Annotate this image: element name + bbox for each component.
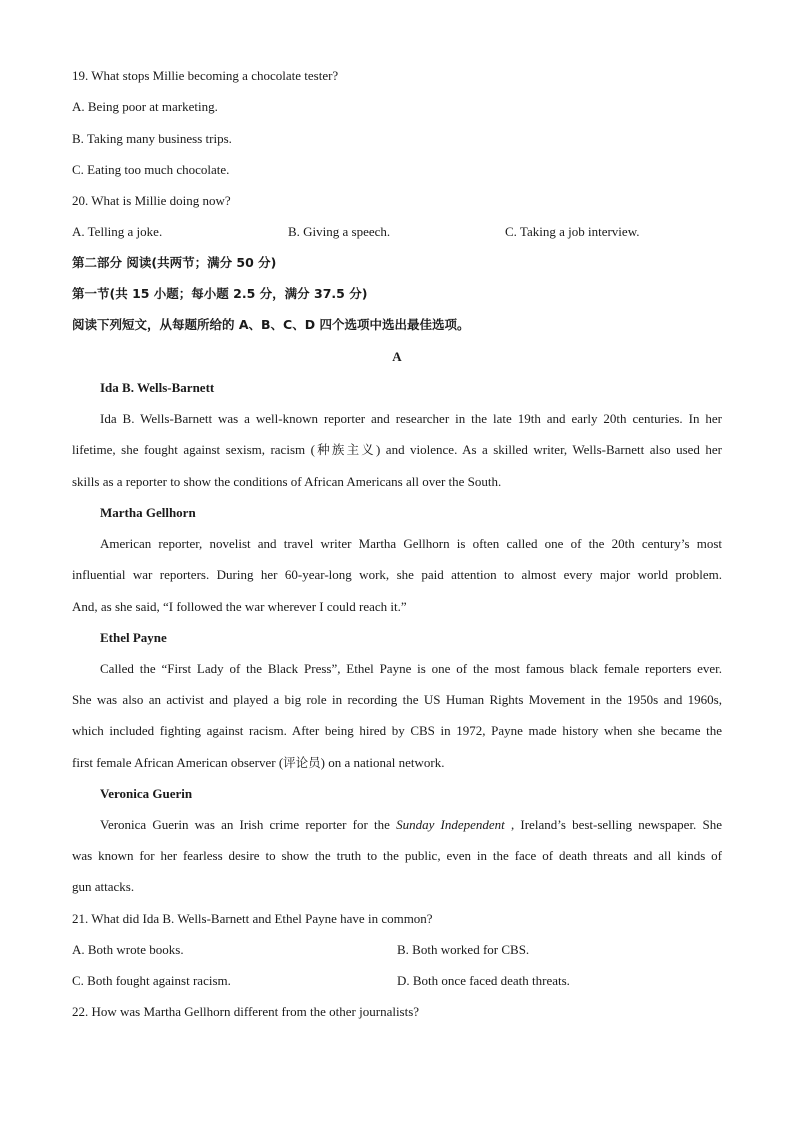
passage-text: ) on a national network. [320, 755, 445, 770]
passage-line [72, 753, 722, 773]
passage-text: ) and violence. As a skilled writer, Wells-Barnett also used her [376, 442, 722, 457]
q21-option-a: A. Both wrote books. [72, 942, 184, 957]
passage-line: which included fighting against racism. After being hired by CBS in 1972, Payne made history when she became the [72, 723, 722, 738]
question-20: 20. What is Millie doing now? [72, 193, 231, 208]
passage-line: She was also an activist and played a big role in recording the US Human Rights Movement in the 1950s and 1960s, [72, 692, 722, 707]
passage-letter: A [392, 349, 402, 364]
reporter-name-martha: Martha Gellhorn [100, 505, 196, 520]
q20-option-c: C. Taking a job interview. [505, 224, 640, 239]
instruction: 阅读下列短文，从每题所给的 A、B、C、D 四个选项中选出最佳选项。 [72, 317, 470, 332]
passage-text: Veronica Guerin was an Irish crime reporter for the [100, 817, 397, 832]
passage-line: gun attacks. [72, 879, 135, 894]
q19-option-c: C. Eating too much chocolate. [72, 162, 230, 177]
passage-line [72, 440, 722, 460]
chinese-gloss: 评论员 [283, 755, 321, 770]
passage-line: American reporter, novelist and travel writer Martha Gellhorn is often called one of the 20th century’s most [100, 536, 722, 551]
question-19: 19. What stops Millie becoming a chocolate tester? [72, 68, 339, 83]
passage-line: influential war reporters. During her 60-year-long work, she paid attention to almost every major world problem. [72, 567, 722, 582]
part-title: 第二部分 阅读(共两节；满分 50 分) [72, 255, 277, 270]
q19-option-a: A. Being poor at marketing. [72, 99, 218, 114]
q19-option-b: B. Taking many business trips. [72, 131, 232, 146]
reporter-name-ida: Ida B. Wells-Barnett [100, 380, 215, 395]
reporter-name-veronica: Veronica Guerin [100, 786, 193, 801]
passage-line: And, as she said, “I followed the war wherever I could reach it.” [72, 599, 407, 614]
newspaper-title: Sunday Independent [396, 817, 505, 832]
passage-text: first female African American observer ( [72, 755, 284, 770]
q21-option-d: D. Both once faced death threats. [397, 973, 570, 988]
chinese-gloss: 种族主义 [314, 442, 377, 457]
q21-option-c: C. Both fought against racism. [72, 973, 231, 988]
subsection-title: 第一节(共 15 小题；每小题 2.5 分，满分 37.5 分) [72, 286, 368, 301]
passage-line: Ida B. Wells-Barnett was a well-known reporter and researcher in the late 19th and early 20th centuries. In her [100, 411, 722, 426]
passage-text: , Ireland’s best-selling newspaper. She [504, 817, 722, 832]
passage-line [100, 815, 722, 835]
question-22: 22. How was Martha Gellhorn different from the other journalists? [72, 1004, 420, 1019]
passage-line: was known for her fearless desire to show the truth to the public, even in the face of death threats and all kinds of [72, 848, 722, 863]
reporter-name-ethel: Ethel Payne [100, 630, 167, 645]
q20-option-a: A. Telling a joke. [72, 224, 163, 239]
passage-line: skills as a reporter to show the conditions of African Americans all over the South. [72, 474, 502, 489]
q21-option-b: B. Both worked for CBS. [397, 942, 530, 957]
q20-option-b: B. Giving a speech. [288, 224, 391, 239]
passage-line: Called the “First Lady of the Black Press”, Ethel Payne is one of the most famous black female reporters ever. [100, 661, 722, 676]
question-21: 21. What did Ida B. Wells-Barnett and Ethel Payne have in common? [72, 911, 433, 926]
passage-text: lifetime, she fought against sexism, racism ( [72, 442, 315, 457]
